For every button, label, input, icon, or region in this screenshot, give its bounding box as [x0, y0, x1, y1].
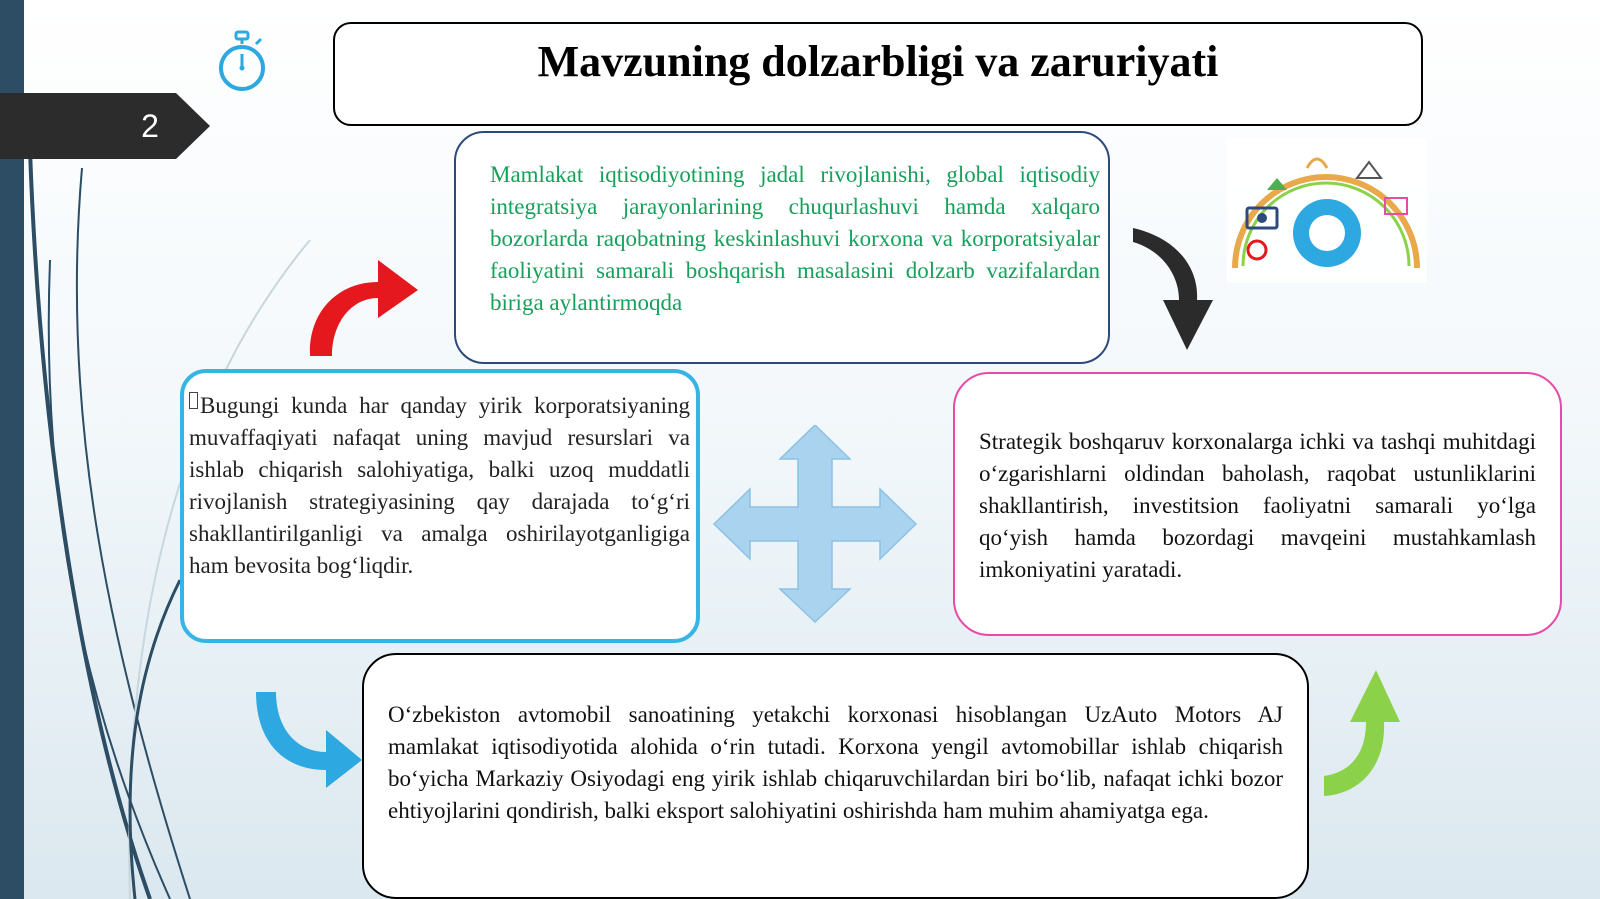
bullet-placeholder-icon: [189, 392, 198, 409]
top-text-box: [454, 131, 1110, 364]
bottom-text-box: [362, 653, 1309, 899]
four-way-arrow-icon: [712, 425, 918, 623]
top-box-text: Mamlakat iqtisodiyotining jadal rivojlanishi, global iqtisodiy integratsiya jarayonlarining chuqurlashuvi hamda xalqaro bozorlarda raqobatning keskinlashuvi korxona va korporatsiyalar faoliyatini samarali boshqarish masalasini dolzarb vazifalardan biriga aylantirmoqda: [490, 162, 1100, 315]
right-text-box: [953, 372, 1562, 636]
stopwatch-icon: [216, 30, 268, 96]
red-curved-arrow-icon: [308, 252, 420, 356]
education-logo-icon: [1227, 138, 1427, 283]
slide-number-tab: [0, 93, 210, 159]
left-box-text: Bugungi kunda har qanday yirik korporatsiyaning muvaffaqiyati nafaqat uning mavjud resurslari va ishlab chiqarish salohiyatiga, balki uzoq muddatli rivojlanish strategiyasining qay darajada to‘g‘ri shakllantirilganligi va amalga oshirilayotganligiga ham bevosita bog‘liqdir.: [189, 393, 690, 578]
slide-title: Mavzuning dolzarbligi va zaruriyati: [537, 37, 1219, 86]
dark-curved-arrow-icon: [1133, 218, 1217, 352]
green-curved-arrow-icon: [1322, 666, 1406, 798]
blue-curved-arrow-icon: [254, 690, 364, 790]
slide-number: 2: [141, 108, 159, 144]
right-box-text: Strategik boshqaruv korxonalarga ichki va tashqi muhitdagi o‘zgarishlarni oldindan baholash, raqobat ustunliklarini shakllantirish, investitsion faoliyatni samarali yo‘lga qo‘yish hamda bozordagi mavqeini mustahkamlash imkoniyatini yaratadi.: [979, 429, 1536, 582]
title-box: [333, 22, 1423, 126]
bottom-box-text: O‘zbekiston avtomobil sanoatining yetakchi korxonasi hisoblangan UzAuto Motors AJ mamlakat iqtisodiyotida alohida o‘rin tutadi. Korxona yengil avtomobillar ishlab chiqarish bo‘yicha Markaziy Osiyodagi eng yirik ishlab chiqaruvchilardan biri bo‘lib, nafaqat ichki bozor ehtiyojlarini qondirish, balki eksport salohiyatini oshirishda ham muhim ahamiyatga ega.: [388, 702, 1283, 823]
left-text-box: [180, 369, 700, 643]
